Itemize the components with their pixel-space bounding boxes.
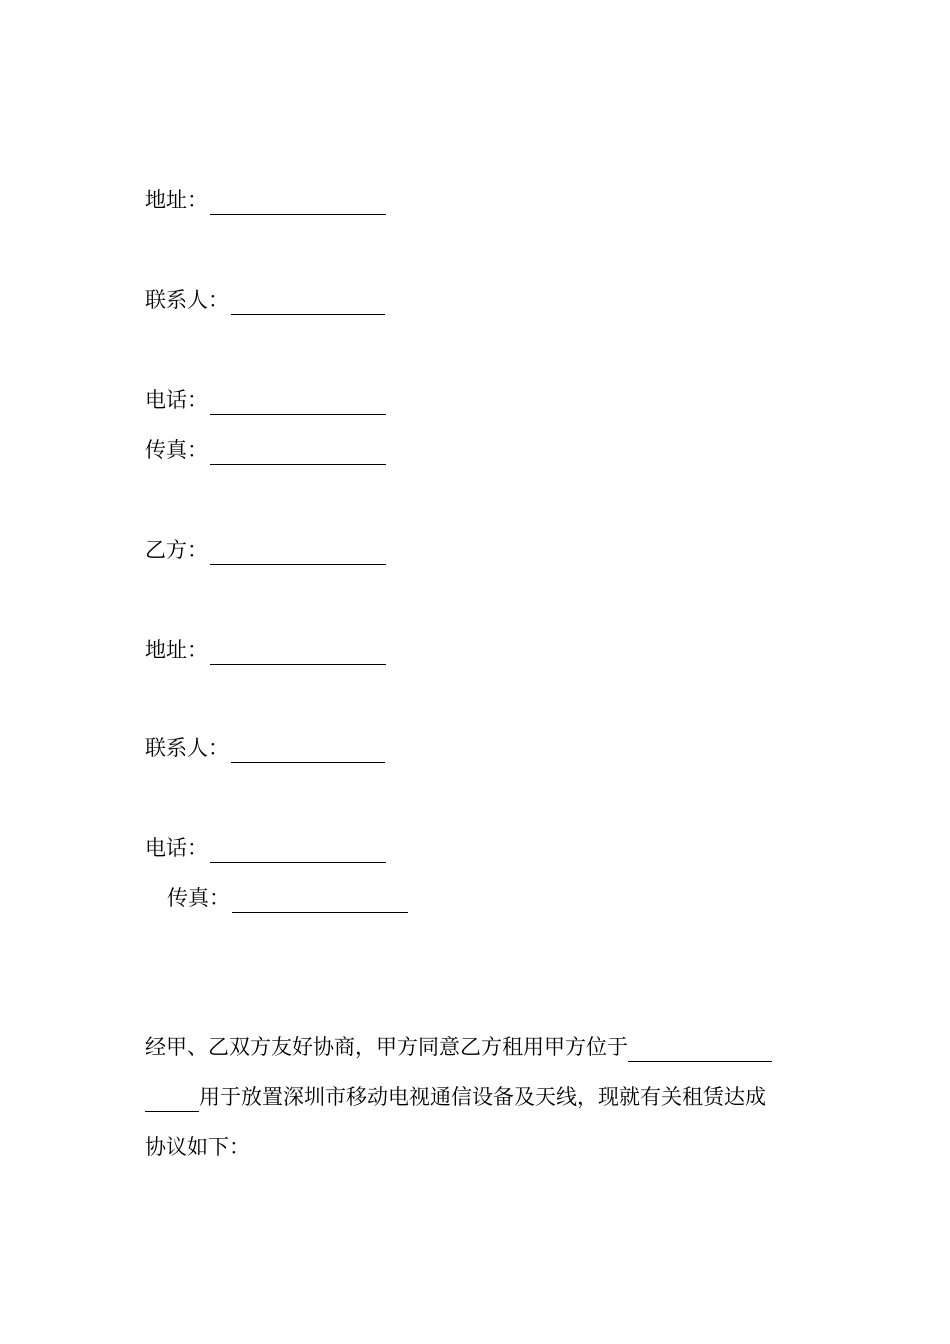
agreement-line-2 bbox=[145, 1082, 810, 1112]
party-b-phone-field bbox=[145, 833, 386, 863]
party-b-contact-label: 联系人： bbox=[145, 736, 229, 760]
party-a-phone-field bbox=[145, 385, 386, 415]
party-b-phone-label: 电话： bbox=[145, 836, 208, 860]
party-b-fax-field bbox=[167, 883, 408, 913]
agreement-line-1 bbox=[145, 1032, 810, 1062]
agreement-line-2-text: 用于放置深圳市移动电视通信设备及天线，现就有关租赁达成 bbox=[199, 1085, 766, 1109]
party-a-contact-label: 联系人： bbox=[145, 288, 229, 312]
party-a-fax-label: 传真： bbox=[145, 438, 208, 462]
party-a-address-field bbox=[145, 185, 386, 215]
party-a-contact-field bbox=[145, 285, 385, 315]
party-b-address-blank[interactable] bbox=[210, 640, 386, 665]
party-b-address-field bbox=[145, 635, 386, 665]
location-blank-end[interactable] bbox=[628, 1037, 772, 1062]
party-a-address-label: 地址： bbox=[145, 188, 208, 212]
agreement-line-1-text: 经甲、乙双方友好协商，甲方同意乙方租用甲方位于 bbox=[145, 1035, 628, 1059]
party-a-contact-blank[interactable] bbox=[231, 290, 385, 315]
party-a-address-blank[interactable] bbox=[210, 190, 386, 215]
agreement-line-3-text: 协议如下： bbox=[145, 1135, 250, 1159]
party-b-contact-field bbox=[145, 733, 385, 763]
party-a-fax-blank[interactable] bbox=[210, 440, 386, 465]
party-b-contact-blank[interactable] bbox=[231, 738, 385, 763]
agreement-line-3 bbox=[145, 1132, 810, 1162]
party-a-phone-blank[interactable] bbox=[210, 390, 386, 415]
party-b-fax-label: 传真： bbox=[167, 886, 230, 910]
party-a-phone-label: 电话： bbox=[145, 388, 208, 412]
party-a-fax-field bbox=[145, 435, 386, 465]
location-blank-start[interactable] bbox=[145, 1087, 199, 1112]
party-b-fax-blank[interactable] bbox=[232, 888, 408, 913]
party-b-name-label: 乙方： bbox=[145, 538, 208, 562]
party-b-name-field bbox=[145, 535, 386, 565]
party-b-phone-blank[interactable] bbox=[210, 838, 386, 863]
party-b-name-blank[interactable] bbox=[210, 540, 386, 565]
party-b-address-label: 地址： bbox=[145, 638, 208, 662]
